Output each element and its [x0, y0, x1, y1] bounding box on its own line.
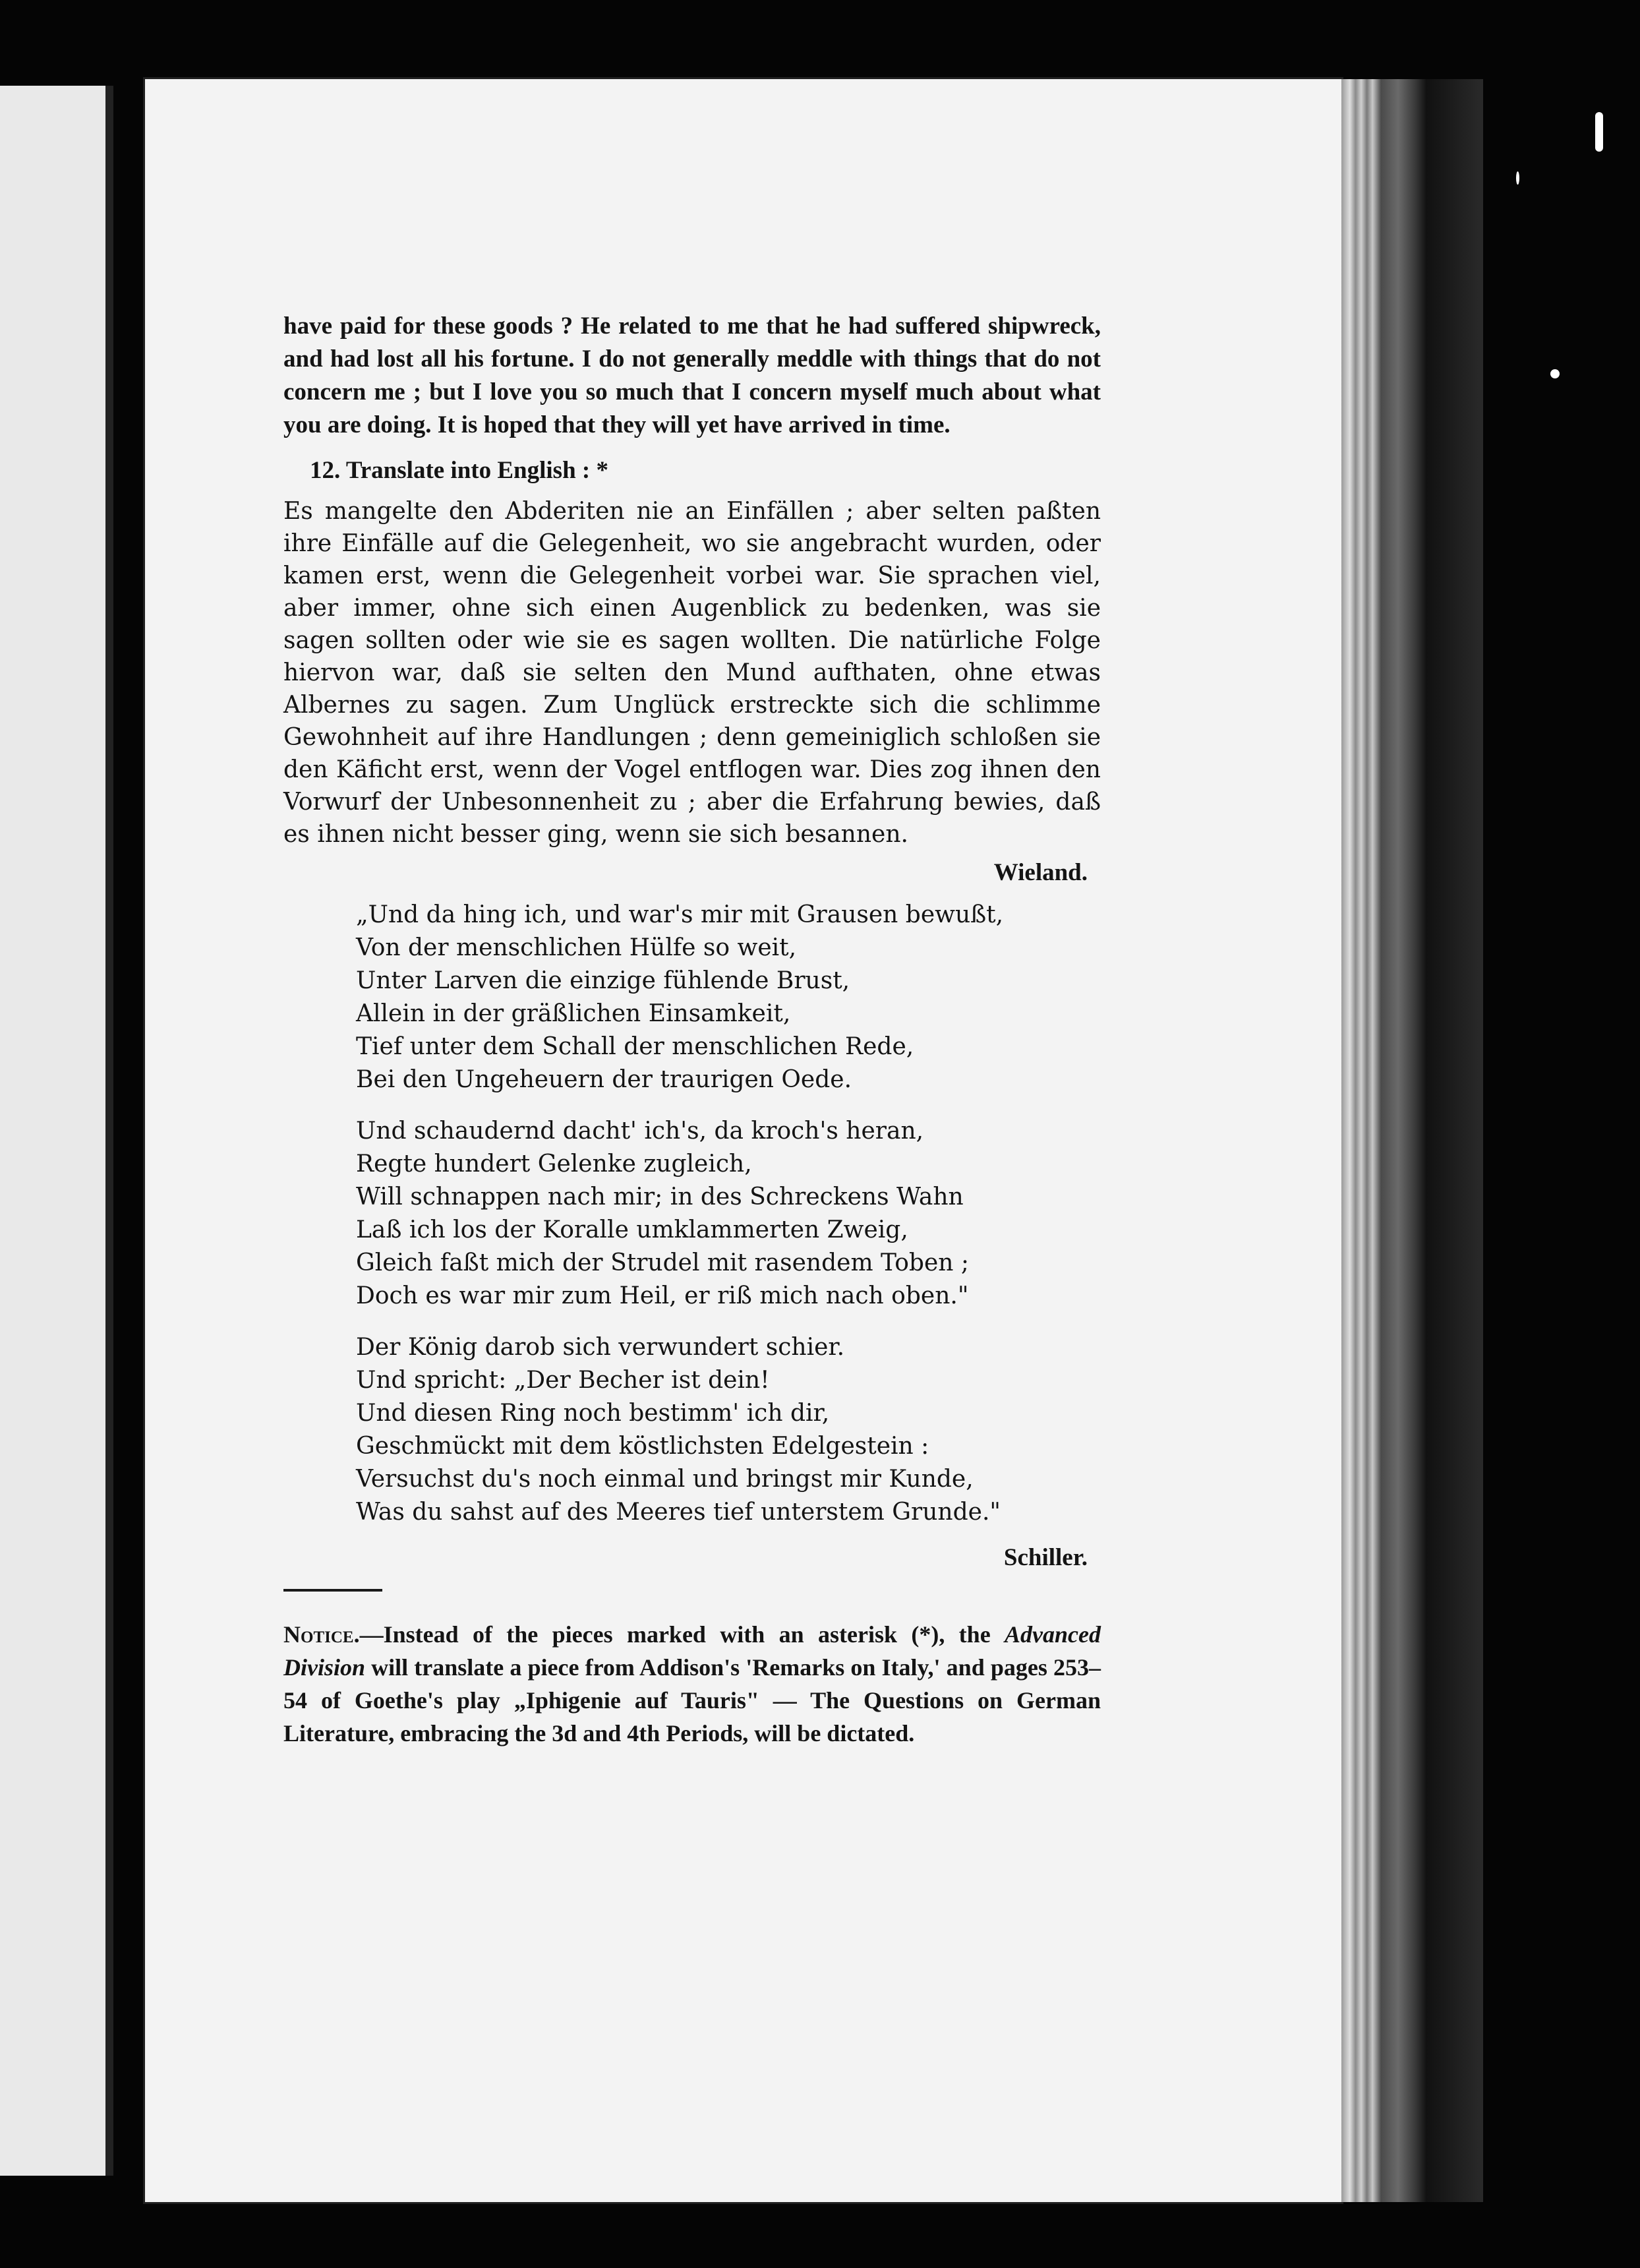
author-attribution-schiller: Schiller.: [1003, 1544, 1088, 1571]
left-page-gutter: [105, 86, 113, 2176]
left-page-fragment: [0, 86, 105, 2176]
poem-line: „Und da hing ich, und war's mir mit Grausen bewußt,: [356, 901, 1004, 928]
poem-line: Und spricht: „Der Becher ist dein!: [356, 1367, 770, 1394]
notice-paragraph: [283, 1618, 1101, 1750]
dust-speck: [1550, 369, 1560, 378]
notice-text-part: —Instead of the pieces marked with an asterisk (*), the: [359, 1621, 1005, 1648]
poem-line: Versuchst du's noch einmal und bringst mir Kunde,: [356, 1466, 974, 1493]
poem-stanza: [356, 1115, 1101, 1313]
notice-label: Notice.: [283, 1621, 360, 1648]
poem-line: Bei den Ungeheuern der traurigen Oede.: [356, 1066, 852, 1093]
notice-text-part: will translate a piece from Addison's 'Remarks on Italy,' and pages 253–54 of Goethe's play „Iphigenie auf Tauris" — The Questions on German Literature, embracing the 3d and 4th Periods, will be dictated.: [283, 1654, 1101, 1746]
english-paragraph: have paid for these goods ? He related to me that he had suffered shipwreck, and had lost all his fortune. I do not generally meddle with things that do not concern me ; but I love you so much that I concern myself much about what you are doing. It is hoped that they will yet have arrived in time.: [283, 313, 1101, 438]
german-prose-paragraph: Es mangelte den Abderiten nie an Einfällen ; aber selten paßten ihre Einfälle auf die Gelegenheit, wo sie angebracht wurden, oder kamen erst, wenn die Gelegenheit vorbei war. Sie sprachen viel, aber immer, ohne sich einen Augenblick zu bedenken, was sie sagen sollten oder wie sie es sagen wollten. Die natürliche Folge hiervon war, daß sie selten den Mund aufthaten, ohne etwas Albernes zu sagen. Zum Unglück erstreckte sich die schlimme Gewohnheit auf ihre Handlungen ; denn gemeiniglich schloßen sie den Käficht erst, wenn der Vogel entflogen war. Dies zog ihnen den Vorwurf der Unbesonnenheit zu ; aber die Erfahrung bewies, daß es ihnen nicht besser ging, wenn sie sich besannen.: [283, 498, 1101, 848]
poem-line: Von der menschlichen Hülfe so weit,: [356, 934, 797, 961]
poem-line: Gleich faßt mich der Strudel mit rasendem Toben ;: [356, 1249, 970, 1276]
poem-line: Der König darob sich verwundert schier.: [356, 1334, 845, 1361]
poem-line: Geschmückt mit dem köstlichsten Edelgestein :: [356, 1433, 929, 1460]
poem-line: Laß ich los der Koralle umklammerten Zweig,: [356, 1216, 908, 1243]
poem-line: Und schaudernd dacht' ich's, da kroch's heran,: [356, 1118, 924, 1145]
poem-line: Und diesen Ring noch bestimm' ich dir,: [356, 1400, 830, 1427]
divider-rule: [283, 1589, 382, 1592]
poem-line: Doch es war mir zum Heil, er riß mich nach oben.": [356, 1282, 969, 1309]
poem-line: Tief unter dem Schall der menschlichen Rede,: [356, 1033, 914, 1060]
poem-line: Will schnappen nach mir; in des Schreckens Wahn: [356, 1183, 964, 1210]
poem: [356, 899, 1101, 1529]
notice-emphasis: Advanced Division: [283, 1621, 1101, 1681]
author-attribution-wieland: Wieland.: [993, 859, 1088, 886]
poem-stanza: [356, 1331, 1101, 1529]
poem-stanza: [356, 899, 1101, 1096]
poem-line: Regte hundert Gelenke zugleich,: [356, 1150, 752, 1178]
exercise-heading: 12. Translate into English : *: [310, 457, 608, 484]
page-text: [283, 310, 1101, 1750]
dust-speck: [1516, 171, 1519, 185]
dust-speck: [1595, 112, 1603, 152]
poem-line: Was du sahst auf des Meeres tief unterstem Grunde.": [356, 1499, 1001, 1526]
poem-line: Unter Larven die einzige fühlende Brust,: [356, 967, 850, 994]
book-edge: [1341, 79, 1483, 2202]
poem-line: Allein in der gräßlichen Einsamkeit,: [356, 1000, 791, 1027]
